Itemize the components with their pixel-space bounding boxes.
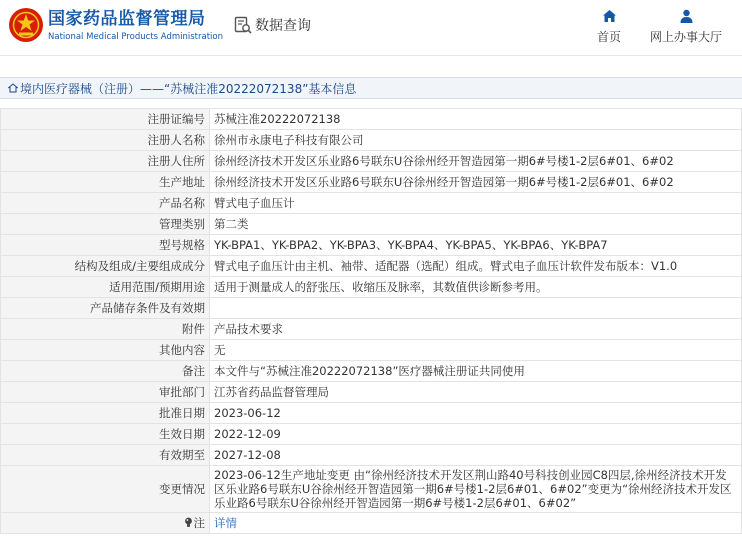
- field-label: 生产地址: [1, 172, 210, 193]
- table-row: [1, 424, 742, 445]
- table-row: [1, 256, 742, 277]
- field-value: 徐州经济技术开发区乐业路6号联东U谷徐州经开智造园第一期6#号楼1-2层6#01、6#02: [210, 151, 742, 172]
- field-label: 生效日期: [1, 424, 210, 445]
- table-row: [1, 130, 742, 151]
- table-row: [1, 109, 742, 130]
- field-label: 注册证编号: [1, 109, 210, 130]
- field-label: 产品名称: [1, 193, 210, 214]
- field-value: 无: [210, 340, 742, 361]
- breadcrumb-text: 境内医疗器械（注册）——“苏械注准20222072138”基本信息: [20, 81, 357, 96]
- field-label: 变更情况: [1, 466, 210, 513]
- field-label: 型号规格: [1, 235, 210, 256]
- lightbulb-icon: [184, 517, 193, 528]
- home-outline-icon: [8, 83, 18, 93]
- user-icon: [679, 9, 694, 23]
- field-value: 臂式电子血压计: [210, 193, 742, 214]
- field-value: 产品技术要求: [210, 319, 742, 340]
- field-label: 管理类别: [1, 214, 210, 235]
- field-value: [210, 298, 742, 319]
- field-label: 附件: [1, 319, 210, 340]
- table-row: [1, 319, 742, 340]
- field-value: 2023-06-12: [210, 403, 742, 424]
- table-row: [1, 235, 742, 256]
- table-row: [1, 340, 742, 361]
- field-value: YK-BPA1、YK-BPA2、YK-BPA3、YK-BPA4、YK-BPA5、YK-BPA6、YK-BPA7: [210, 235, 742, 256]
- data-query-link[interactable]: [234, 15, 311, 35]
- nav-home-label: 首页: [597, 30, 622, 44]
- details-link[interactable]: 详情: [214, 516, 237, 530]
- field-label: 备注: [1, 361, 210, 382]
- field-value: 徐州经济技术开发区乐业路6号联东U谷徐州经开智造园第一期6#号楼1-2层6#01、6#02: [210, 172, 742, 193]
- field-label: 注册人名称: [1, 130, 210, 151]
- field-value-note: [210, 513, 742, 534]
- home-icon: [602, 9, 617, 23]
- nav-online-office-label: 网上办事大厅: [650, 30, 723, 44]
- logo-title-en: National Medical Products Administration: [48, 32, 223, 42]
- field-label: 适用范围/预期用途: [1, 277, 210, 298]
- table-row: [1, 172, 742, 193]
- field-value: 臂式电子血压计由主机、袖带、适配器（选配）组成。臂式电子血压计软件发布版本：V1.0: [210, 256, 742, 277]
- nav-home[interactable]: [597, 9, 621, 45]
- site-header: [0, 0, 742, 56]
- data-search-icon: [234, 16, 252, 34]
- field-value: 苏械注准20222072138: [210, 109, 742, 130]
- data-query-label: 数据查询: [255, 18, 311, 34]
- table-row-note: [1, 513, 742, 534]
- field-label: 产品储存条件及有效期: [1, 298, 210, 319]
- table-row: [1, 361, 742, 382]
- field-label: 注册人住所: [1, 151, 210, 172]
- field-value: 2023-06-12生产地址变更 由“徐州经济技术开发区荆山路40号科技创业园C8四层,徐州经济技术开发区乐业路6号联东U谷徐州经开智造园第一期6#号楼1-2层6#01、6#02”变更为“徐州经济技术开发区乐业路6号联东U谷徐州经开智造园第一期6#号楼1-2层6#01、6#02”: [210, 466, 742, 513]
- device-detail-table: [0, 108, 742, 534]
- table-row: [1, 445, 742, 466]
- field-label: 其他内容: [1, 340, 210, 361]
- table-row: [1, 466, 742, 513]
- table-row: [1, 382, 742, 403]
- table-row: [1, 214, 742, 235]
- field-label-note: [1, 513, 210, 534]
- table-row: [1, 298, 742, 319]
- field-value: 徐州市永康电子科技有限公司: [210, 130, 742, 151]
- field-value: 江苏省药品监督管理局: [210, 382, 742, 403]
- national-emblem-icon: [8, 7, 44, 43]
- nav-online-office[interactable]: [650, 9, 722, 45]
- table-row: [1, 403, 742, 424]
- table-row: [1, 277, 742, 298]
- field-value: 2027-12-08: [210, 445, 742, 466]
- site-logo[interactable]: [48, 9, 223, 42]
- field-value: 2022-12-09: [210, 424, 742, 445]
- field-label: 有效期至: [1, 445, 210, 466]
- breadcrumb: [0, 77, 742, 99]
- logo-title-cn: 国家药品监督管理局: [48, 9, 206, 29]
- field-label: 结构及组成/主要组成成分: [1, 256, 210, 277]
- field-label: 批准日期: [1, 403, 210, 424]
- note-label: 注: [193, 516, 205, 530]
- table-row: [1, 193, 742, 214]
- table-row: [1, 151, 742, 172]
- field-value: 本文件与“苏械注准20222072138”医疗器械注册证共同使用: [210, 361, 742, 382]
- field-value: 第二类: [210, 214, 742, 235]
- field-label: 审批部门: [1, 382, 210, 403]
- field-value: 适用于测量成人的舒张压、收缩压及脉率，其数值供诊断参考用。: [210, 277, 742, 298]
